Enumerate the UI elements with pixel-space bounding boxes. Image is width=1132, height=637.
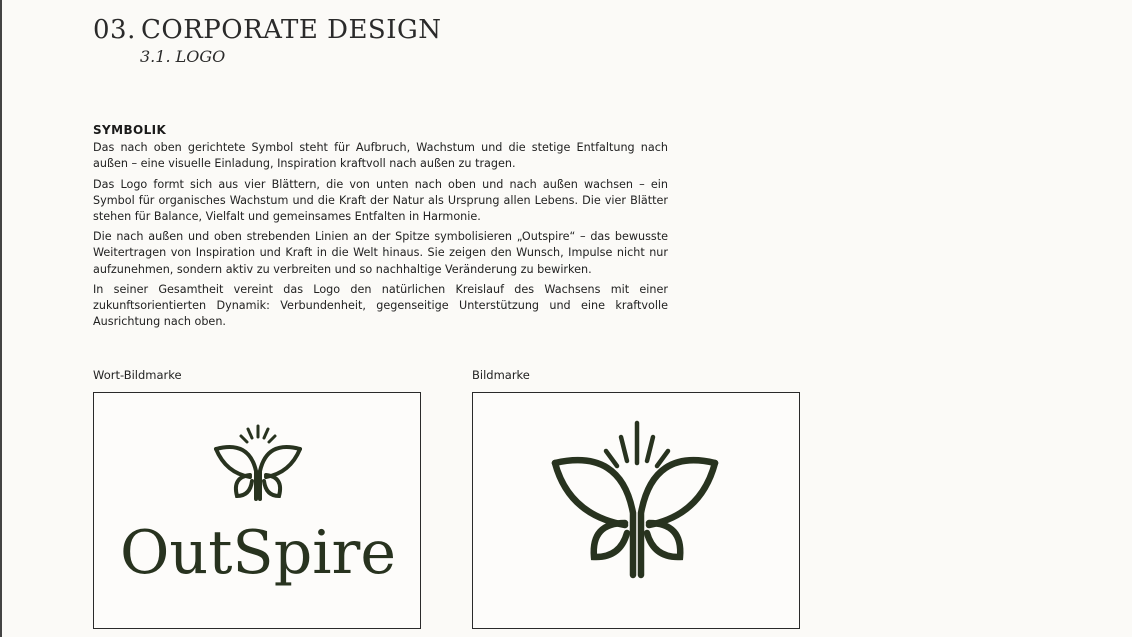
symbolik-heading: SYMBOLIK <box>93 123 167 137</box>
symbol-logo <box>473 393 801 630</box>
symbolik-paragraph: Das Logo formt sich aus vier Blättern, die von unten nach oben und nach außen wachsen – ein Symbol für organisches Wachstum und die Kraft der Natur als Ursprung allen Lebens. Die vier Blätter stehen für Balance, Vielfalt und gemeinsames Entfalten in Harmonie. <box>93 177 668 224</box>
symbolik-paragraph: Das nach oben gerichtete Symbol steht für Aufbruch, Wachstum und die stetige Entfaltung nach außen – eine visuelle Einladung, Inspiration kraftvoll nach außen zu tragen. <box>93 141 668 171</box>
page-header <box>93 14 442 68</box>
chapter-title <box>93 14 442 46</box>
wordmark-panel <box>93 392 421 629</box>
symbol-caption: Bildmarke <box>472 368 530 382</box>
left-page-edge <box>0 0 2 637</box>
leaf-symbol-icon <box>555 423 715 575</box>
section-title: 3.1. LOGO <box>140 47 226 66</box>
leaf-symbol-small-icon <box>216 426 300 499</box>
wordmark-text: OutSpire <box>120 518 396 588</box>
symbolik-paragraph: In seiner Gesamtheit vereint das Logo den natürlichen Kreislauf des Wachsens mit einer zukunftsorientierten Dynamik: Verbundenheit, gegenseitige Unterstützung und eine kraftvolle Ausrichtung nach oben. <box>93 282 668 329</box>
wordmark-caption: Wort-Bildmarke <box>93 368 182 382</box>
wordmark-logo <box>94 393 422 630</box>
symbol-panel <box>472 392 800 629</box>
chapter-title-text: CORPORATE DESIGN <box>141 15 442 45</box>
symbolik-paragraph: Die nach außen und oben strebenden Linien an der Spitze symbolisieren „Outspire“ – das bewusste Weitertragen von Inspiration und Kraft in die Welt hinaus. Sie zeigen den Wunsch, Impulse nicht nur aufzunehmen, sondern aktiv zu verbreiten und so nachhaltige Veränderung zu bewirken. <box>93 230 668 276</box>
chapter-number: 03. <box>93 15 136 45</box>
symbolik-section <box>93 122 668 334</box>
